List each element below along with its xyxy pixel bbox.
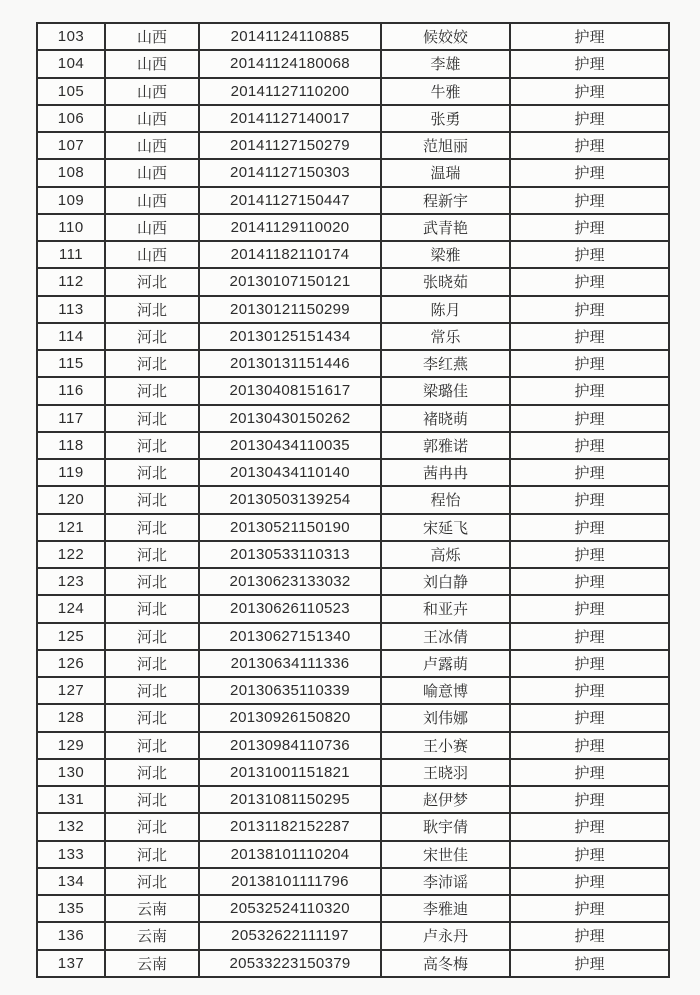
cell-row-number: 125 <box>37 623 105 650</box>
cell-province: 河北 <box>105 459 199 486</box>
cell-category: 护理 <box>510 759 669 786</box>
cell-name: 王晓羽 <box>381 759 510 786</box>
cell-name: 李沛谣 <box>381 868 510 895</box>
cell-exam-id: 20130408151617 <box>199 377 381 404</box>
cell-category: 护理 <box>510 405 669 432</box>
table-row <box>37 541 669 568</box>
cell-row-number: 113 <box>37 296 105 323</box>
cell-exam-id: 20532622111197 <box>199 922 381 949</box>
cell-exam-id: 20130125151434 <box>199 323 381 350</box>
cell-row-number: 108 <box>37 159 105 186</box>
table-row <box>37 868 669 895</box>
cell-province: 河北 <box>105 568 199 595</box>
cell-exam-id: 20130926150820 <box>199 704 381 731</box>
cell-row-number: 128 <box>37 704 105 731</box>
cell-name: 喻意博 <box>381 677 510 704</box>
cell-province: 山西 <box>105 23 199 50</box>
cell-category: 护理 <box>510 23 669 50</box>
cell-name: 宋延飞 <box>381 514 510 541</box>
cell-name: 和亚卉 <box>381 595 510 622</box>
cell-name: 刘伟娜 <box>381 704 510 731</box>
table-row <box>37 241 669 268</box>
table-row <box>37 23 669 50</box>
cell-province: 云南 <box>105 922 199 949</box>
cell-province: 山西 <box>105 187 199 214</box>
cell-row-number: 110 <box>37 214 105 241</box>
cell-row-number: 119 <box>37 459 105 486</box>
cell-row-number: 109 <box>37 187 105 214</box>
cell-province: 山西 <box>105 78 199 105</box>
cell-name: 李红燕 <box>381 350 510 377</box>
cell-row-number: 115 <box>37 350 105 377</box>
table-row <box>37 841 669 868</box>
cell-category: 护理 <box>510 105 669 132</box>
cell-row-number: 134 <box>37 868 105 895</box>
table-row <box>37 50 669 77</box>
cell-category: 护理 <box>510 187 669 214</box>
table-row <box>37 323 669 350</box>
cell-province: 云南 <box>105 895 199 922</box>
cell-province: 河北 <box>105 514 199 541</box>
roster-body <box>37 23 669 977</box>
cell-category: 护理 <box>510 296 669 323</box>
cell-exam-id: 20131001151821 <box>199 759 381 786</box>
cell-province: 山西 <box>105 105 199 132</box>
cell-name: 耿宇倩 <box>381 813 510 840</box>
cell-exam-id: 20141127110200 <box>199 78 381 105</box>
cell-row-number: 123 <box>37 568 105 595</box>
cell-name: 张晓茹 <box>381 268 510 295</box>
cell-name: 茜冉冉 <box>381 459 510 486</box>
cell-province: 山西 <box>105 50 199 77</box>
cell-exam-id: 20532524110320 <box>199 895 381 922</box>
cell-province: 山西 <box>105 159 199 186</box>
table-row <box>37 786 669 813</box>
table-row <box>37 623 669 650</box>
cell-name: 常乐 <box>381 323 510 350</box>
cell-category: 护理 <box>510 78 669 105</box>
cell-name: 牛雅 <box>381 78 510 105</box>
cell-name: 李雄 <box>381 50 510 77</box>
cell-province: 河北 <box>105 296 199 323</box>
cell-row-number: 118 <box>37 432 105 459</box>
cell-exam-id: 20130627151340 <box>199 623 381 650</box>
cell-category: 护理 <box>510 241 669 268</box>
cell-exam-id: 20130434110035 <box>199 432 381 459</box>
cell-row-number: 130 <box>37 759 105 786</box>
table-row <box>37 514 669 541</box>
table-row <box>37 922 669 949</box>
cell-exam-id: 20130434110140 <box>199 459 381 486</box>
cell-row-number: 122 <box>37 541 105 568</box>
cell-exam-id: 20130533110313 <box>199 541 381 568</box>
cell-exam-id: 20141127150447 <box>199 187 381 214</box>
table-row <box>37 377 669 404</box>
cell-category: 护理 <box>510 950 669 978</box>
table-row <box>37 159 669 186</box>
cell-exam-id: 20141124180068 <box>199 50 381 77</box>
cell-row-number: 132 <box>37 813 105 840</box>
cell-category: 护理 <box>510 486 669 513</box>
cell-row-number: 116 <box>37 377 105 404</box>
table-row <box>37 350 669 377</box>
cell-category: 护理 <box>510 514 669 541</box>
cell-province: 河北 <box>105 786 199 813</box>
table-row <box>37 214 669 241</box>
table-row <box>37 595 669 622</box>
cell-province: 河北 <box>105 432 199 459</box>
cell-category: 护理 <box>510 568 669 595</box>
cell-row-number: 112 <box>37 268 105 295</box>
cell-row-number: 104 <box>37 50 105 77</box>
cell-province: 河北 <box>105 377 199 404</box>
table-row <box>37 759 669 786</box>
cell-name: 刘白静 <box>381 568 510 595</box>
table-row <box>37 132 669 159</box>
cell-name: 梁璐佳 <box>381 377 510 404</box>
table-row <box>37 568 669 595</box>
cell-category: 护理 <box>510 377 669 404</box>
cell-name: 王冰倩 <box>381 623 510 650</box>
table-row <box>37 813 669 840</box>
cell-row-number: 133 <box>37 841 105 868</box>
cell-row-number: 127 <box>37 677 105 704</box>
cell-name: 武青艳 <box>381 214 510 241</box>
cell-name: 高烁 <box>381 541 510 568</box>
cell-province: 河北 <box>105 486 199 513</box>
table-row <box>37 950 669 978</box>
cell-category: 护理 <box>510 159 669 186</box>
cell-exam-id: 20130635110339 <box>199 677 381 704</box>
cell-category: 护理 <box>510 50 669 77</box>
table-row <box>37 105 669 132</box>
cell-row-number: 137 <box>37 950 105 978</box>
cell-exam-id: 20141127150279 <box>199 132 381 159</box>
cell-row-number: 126 <box>37 650 105 677</box>
cell-name: 李雅迪 <box>381 895 510 922</box>
table-row <box>37 268 669 295</box>
cell-category: 护理 <box>510 732 669 759</box>
cell-province: 河北 <box>105 759 199 786</box>
table-row <box>37 895 669 922</box>
table-row <box>37 432 669 459</box>
cell-exam-id: 20130623133032 <box>199 568 381 595</box>
cell-name: 卢永丹 <box>381 922 510 949</box>
cell-row-number: 117 <box>37 405 105 432</box>
table-row <box>37 650 669 677</box>
cell-category: 护理 <box>510 268 669 295</box>
cell-province: 河北 <box>105 841 199 868</box>
cell-province: 河北 <box>105 323 199 350</box>
table-row <box>37 486 669 513</box>
cell-province: 山西 <box>105 132 199 159</box>
cell-category: 护理 <box>510 868 669 895</box>
cell-exam-id: 20141182110174 <box>199 241 381 268</box>
cell-category: 护理 <box>510 841 669 868</box>
cell-exam-id: 20130521150190 <box>199 514 381 541</box>
cell-name: 候姣姣 <box>381 23 510 50</box>
cell-exam-id: 20141127150303 <box>199 159 381 186</box>
cell-row-number: 114 <box>37 323 105 350</box>
cell-province: 云南 <box>105 950 199 978</box>
cell-province: 山西 <box>105 214 199 241</box>
cell-name: 程新宇 <box>381 187 510 214</box>
cell-name: 陈月 <box>381 296 510 323</box>
cell-category: 护理 <box>510 132 669 159</box>
cell-exam-id: 20130131151446 <box>199 350 381 377</box>
cell-province: 河北 <box>105 677 199 704</box>
cell-name: 范旭丽 <box>381 132 510 159</box>
cell-row-number: 107 <box>37 132 105 159</box>
exam-roster-table <box>36 22 670 978</box>
cell-exam-id: 20130634111336 <box>199 650 381 677</box>
cell-exam-id: 20130121150299 <box>199 296 381 323</box>
cell-exam-id: 20130107150121 <box>199 268 381 295</box>
cell-row-number: 124 <box>37 595 105 622</box>
cell-category: 护理 <box>510 786 669 813</box>
cell-province: 河北 <box>105 595 199 622</box>
cell-name: 褚晓萌 <box>381 405 510 432</box>
table-row <box>37 732 669 759</box>
cell-category: 护理 <box>510 350 669 377</box>
cell-province: 山西 <box>105 241 199 268</box>
cell-category: 护理 <box>510 541 669 568</box>
cell-name: 张勇 <box>381 105 510 132</box>
cell-row-number: 136 <box>37 922 105 949</box>
cell-exam-id: 20141127140017 <box>199 105 381 132</box>
table-row <box>37 296 669 323</box>
cell-name: 赵伊梦 <box>381 786 510 813</box>
cell-exam-id: 20533223150379 <box>199 950 381 978</box>
cell-province: 河北 <box>105 405 199 432</box>
cell-name: 宋世佳 <box>381 841 510 868</box>
cell-category: 护理 <box>510 623 669 650</box>
cell-category: 护理 <box>510 595 669 622</box>
cell-row-number: 121 <box>37 514 105 541</box>
cell-name: 梁雅 <box>381 241 510 268</box>
cell-name: 王小赛 <box>381 732 510 759</box>
cell-province: 河北 <box>105 623 199 650</box>
table-row <box>37 459 669 486</box>
cell-exam-id: 20141129110020 <box>199 214 381 241</box>
cell-row-number: 129 <box>37 732 105 759</box>
cell-exam-id: 20138101111796 <box>199 868 381 895</box>
cell-name: 温瑞 <box>381 159 510 186</box>
cell-province: 河北 <box>105 868 199 895</box>
cell-category: 护理 <box>510 813 669 840</box>
cell-name: 郭雅诺 <box>381 432 510 459</box>
table-row <box>37 677 669 704</box>
cell-name: 程怡 <box>381 486 510 513</box>
cell-row-number: 103 <box>37 23 105 50</box>
cell-exam-id: 20130626110523 <box>199 595 381 622</box>
cell-category: 护理 <box>510 432 669 459</box>
cell-exam-id: 20130984110736 <box>199 732 381 759</box>
cell-province: 河北 <box>105 350 199 377</box>
cell-row-number: 106 <box>37 105 105 132</box>
cell-exam-id: 20130503139254 <box>199 486 381 513</box>
cell-row-number: 120 <box>37 486 105 513</box>
cell-row-number: 135 <box>37 895 105 922</box>
cell-category: 护理 <box>510 650 669 677</box>
cell-province: 河北 <box>105 704 199 731</box>
cell-category: 护理 <box>510 214 669 241</box>
table-row <box>37 78 669 105</box>
cell-row-number: 105 <box>37 78 105 105</box>
cell-category: 护理 <box>510 677 669 704</box>
table-row <box>37 704 669 731</box>
cell-province: 河北 <box>105 732 199 759</box>
cell-exam-id: 20130430150262 <box>199 405 381 432</box>
cell-exam-id: 20131081150295 <box>199 786 381 813</box>
cell-exam-id: 20141124110885 <box>199 23 381 50</box>
cell-province: 河北 <box>105 268 199 295</box>
cell-province: 河北 <box>105 813 199 840</box>
cell-category: 护理 <box>510 704 669 731</box>
cell-row-number: 131 <box>37 786 105 813</box>
cell-row-number: 111 <box>37 241 105 268</box>
cell-exam-id: 20138101110204 <box>199 841 381 868</box>
cell-category: 护理 <box>510 895 669 922</box>
table-row <box>37 187 669 214</box>
cell-category: 护理 <box>510 922 669 949</box>
cell-province: 河北 <box>105 541 199 568</box>
cell-category: 护理 <box>510 459 669 486</box>
cell-province: 河北 <box>105 650 199 677</box>
cell-name: 卢露萌 <box>381 650 510 677</box>
cell-name: 高冬梅 <box>381 950 510 978</box>
cell-category: 护理 <box>510 323 669 350</box>
cell-exam-id: 20131182152287 <box>199 813 381 840</box>
table-row <box>37 405 669 432</box>
